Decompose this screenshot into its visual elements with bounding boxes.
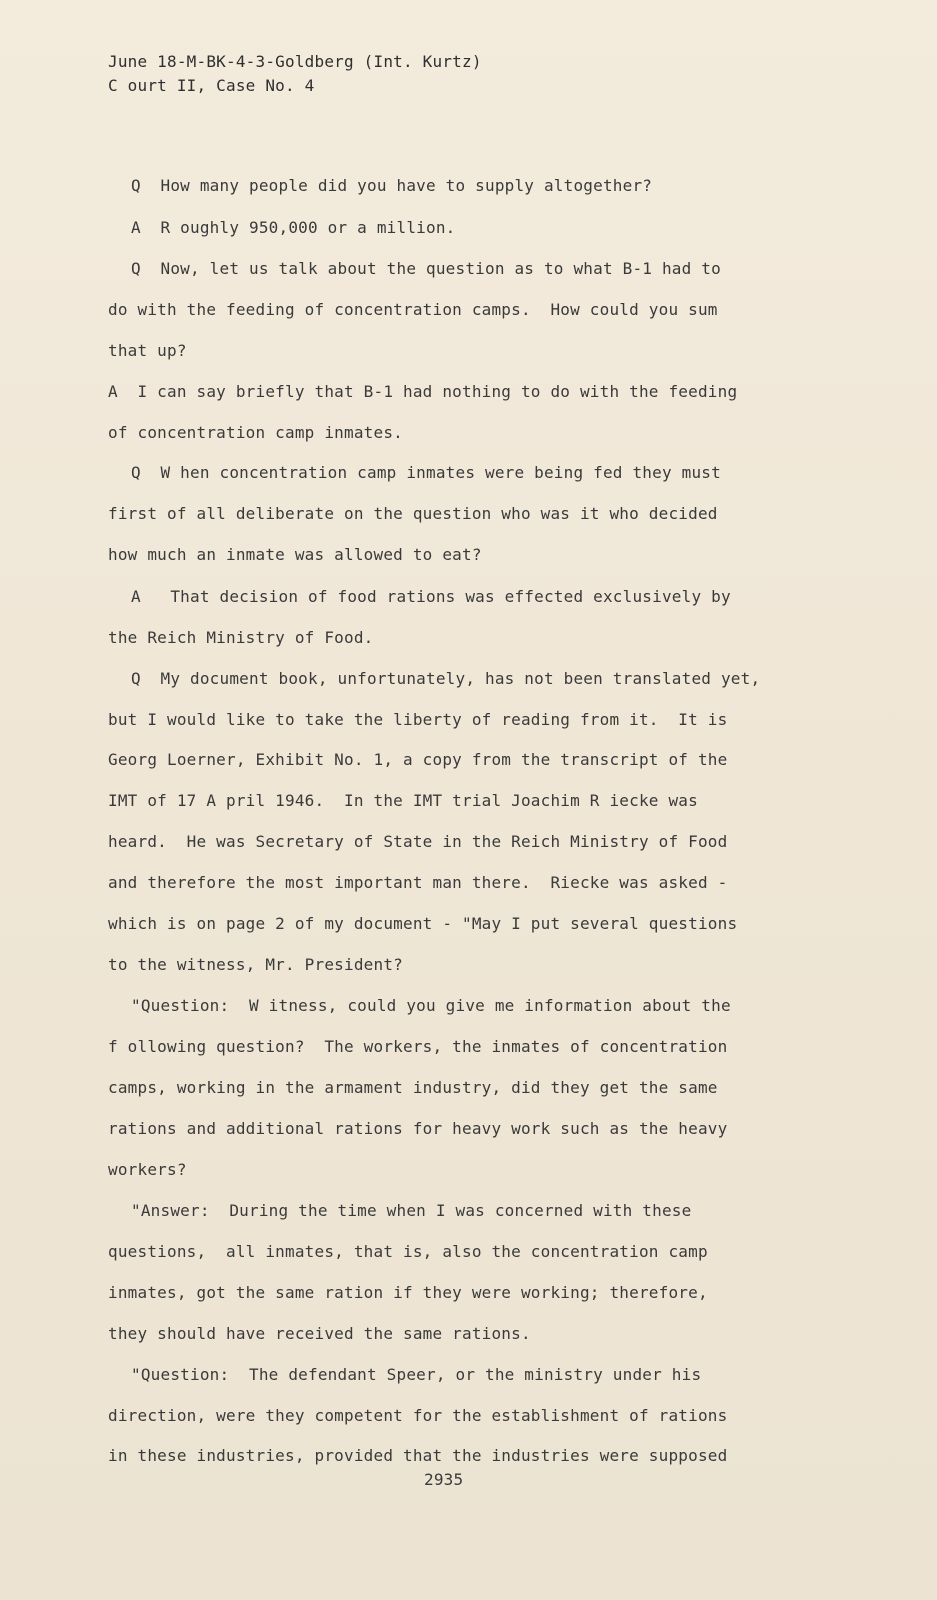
body-line: heard. He was Secretary of State in the Reich Ministry of Food bbox=[108, 832, 728, 851]
body-line: and therefore the most important man there. Riecke was asked - bbox=[108, 873, 728, 892]
body-line: they should have received the same rations. bbox=[108, 1324, 531, 1343]
body-line: A R oughly 950,000 or a million. bbox=[131, 218, 456, 237]
body-line: questions, all inmates, that is, also the concentration camp bbox=[108, 1242, 708, 1261]
body-line: of concentration camp inmates. bbox=[108, 423, 403, 442]
body-line: but I would like to take the liberty of reading from it. It is bbox=[108, 710, 728, 729]
body-line: first of all deliberate on the question who was it who decided bbox=[108, 504, 718, 523]
body-line: "Question: The defendant Speer, or the ministry under his bbox=[131, 1365, 702, 1384]
body-line: camps, working in the armament industry, did they get the same bbox=[108, 1078, 718, 1097]
body-line: the Reich Ministry of Food. bbox=[108, 628, 374, 647]
body-line: to the witness, Mr. President? bbox=[108, 955, 403, 974]
body-line: "Answer: During the time when I was concerned with these bbox=[131, 1201, 692, 1220]
page-number: 2935 bbox=[424, 1470, 464, 1489]
body-line: inmates, got the same ration if they were working; therefore, bbox=[108, 1283, 708, 1302]
body-line: workers? bbox=[108, 1160, 187, 1179]
body-line: Georg Loerner, Exhibit No. 1, a copy from the transcript of the bbox=[108, 750, 728, 769]
body-line: rations and additional rations for heavy work such as the heavy bbox=[108, 1119, 728, 1138]
body-line: that up? bbox=[108, 341, 187, 360]
body-line: do with the feeding of concentration camps. How could you sum bbox=[108, 300, 718, 319]
body-line: in these industries, provided that the industries were supposed bbox=[108, 1446, 728, 1465]
body-line: which is on page 2 of my document - "May I put several questions bbox=[108, 914, 738, 933]
body-line: direction, were they competent for the establishment of rations bbox=[108, 1406, 728, 1425]
body-line: f ollowing question? The workers, the inmates of concentration bbox=[108, 1037, 728, 1056]
body-line: Q How many people did you have to supply altogether? bbox=[131, 176, 653, 195]
header-line-1: June 18-M-BK-4-3-Goldberg (Int. Kurtz) bbox=[108, 52, 482, 71]
body-line: "Question: W itness, could you give me information about the bbox=[131, 996, 731, 1015]
body-line: A I can say briefly that B-1 had nothing to do with the feeding bbox=[108, 382, 738, 401]
body-line: how much an inmate was allowed to eat? bbox=[108, 545, 482, 564]
body-line: Q Now, let us talk about the question as to what B-1 had to bbox=[131, 259, 721, 278]
body-line: A That decision of food rations was effected exclusively by bbox=[131, 587, 731, 606]
body-line: Q W hen concentration camp inmates were being fed they must bbox=[131, 463, 721, 482]
body-line: IMT of 17 A pril 1946. In the IMT trial Joachim R iecke was bbox=[108, 791, 698, 810]
header-line-2: C ourt II, Case No. 4 bbox=[108, 76, 315, 95]
body-line: Q My document book, unfortunately, has not been translated yet, bbox=[131, 669, 761, 688]
